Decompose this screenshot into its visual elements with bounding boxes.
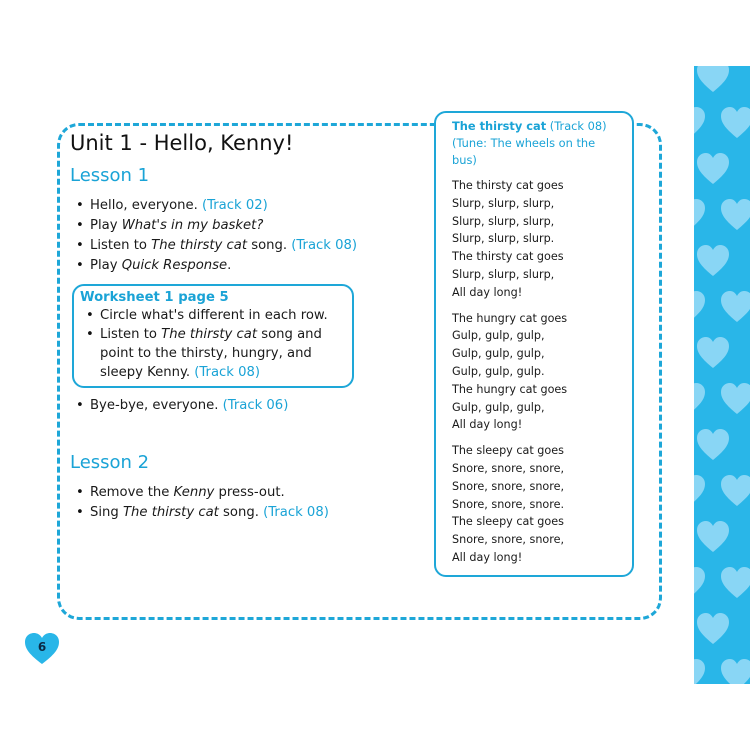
- item-text: song and point to the thirsty, hungry, and sleepy Kenny.: [100, 327, 322, 380]
- item-text: Play: [90, 258, 122, 273]
- heart-icon: [696, 152, 730, 186]
- track-reference: (Track 02): [202, 198, 268, 213]
- list-item: [74, 216, 420, 236]
- unit-title: Unit 1 - Hello, Kenny!: [70, 131, 294, 155]
- track-reference: (Track 08): [194, 365, 261, 380]
- list-item: [84, 325, 346, 382]
- heart-icon: [696, 244, 730, 278]
- song-line: The hungry cat goes: [452, 311, 568, 325]
- item-italic-text: The thirsty cat: [151, 238, 248, 253]
- list-item: [74, 396, 420, 416]
- item-text: song.: [218, 505, 264, 520]
- item-italic-text: The thirsty cat: [122, 505, 219, 520]
- song-line: Snore, snore, snore,: [452, 533, 565, 547]
- heart-icon: [694, 290, 706, 324]
- item-italic-text: What's in my basket?: [121, 218, 264, 233]
- heart-icon: [694, 106, 706, 140]
- item-text: song.: [247, 238, 292, 253]
- song-line: Slurp, slurp, slurp.: [452, 232, 555, 246]
- item-text: press-out.: [214, 485, 285, 500]
- song-stanza: [452, 177, 622, 302]
- heart-icon: [720, 566, 750, 600]
- lesson-1-closing-list: [70, 396, 420, 416]
- lesson-1-list: [70, 196, 420, 276]
- song-line: Snore, snore, snore,: [452, 461, 565, 475]
- heart-icon: [720, 106, 750, 140]
- track-reference: (Track 06): [222, 398, 289, 413]
- worksheet-title: Worksheet 1 page 5: [80, 290, 229, 305]
- heart-icon: [694, 474, 706, 508]
- worksheet-box: [72, 284, 354, 388]
- track-reference: (Track 08): [263, 505, 329, 520]
- song-line: All day long!: [452, 285, 523, 299]
- song-line: All day long!: [452, 418, 523, 432]
- song-lyrics-box: [434, 111, 634, 577]
- song-heading: [452, 118, 622, 135]
- song-line: Slurp, slurp, slurp,: [452, 267, 555, 281]
- song-line: The thirsty cat goes: [452, 179, 564, 192]
- heart-icon: [720, 290, 750, 324]
- song-stanza: [452, 442, 622, 567]
- song-line: Snore, snore, snore,: [452, 479, 565, 493]
- song-line: Slurp, slurp, slurp,: [452, 214, 555, 228]
- heart-icon: [720, 474, 750, 508]
- item-italic-text: The thirsty cat: [161, 327, 258, 342]
- song-line: The sleepy cat goes: [452, 444, 564, 458]
- item-text: .: [227, 258, 232, 273]
- heart-icon: [694, 658, 706, 684]
- song-line: The thirsty cat goes: [452, 250, 564, 264]
- worksheet-list: [80, 306, 346, 382]
- list-item: [74, 256, 420, 276]
- song-title: The thirsty cat: [452, 119, 547, 133]
- item-text: Listen to: [100, 327, 162, 342]
- item-italic-text: Quick Response: [121, 258, 228, 273]
- list-item: [74, 483, 420, 503]
- item-text: Sing: [90, 505, 123, 520]
- song-line: Slurp, slurp, slurp,: [452, 196, 555, 210]
- heart-icon: [720, 198, 750, 232]
- song-line: Gulp, gulp, gulp,: [452, 329, 545, 343]
- song-track: (Track 08): [549, 119, 607, 133]
- heart-icon: [720, 382, 750, 416]
- song-line: Gulp, gulp, gulp,: [452, 347, 545, 361]
- lesson-1-title: Lesson 1: [70, 165, 150, 186]
- heart-icon: [696, 428, 730, 462]
- track-reference: (Track 08): [291, 238, 358, 253]
- song-stanzas: [452, 177, 622, 567]
- song-tune: (Tune: The wheels on the bus): [452, 136, 596, 167]
- lesson-2-section: [70, 452, 420, 523]
- item-text: Hello, everyone.: [90, 198, 202, 213]
- heart-icon: [696, 612, 730, 646]
- item-text: Bye-bye, everyone.: [90, 398, 223, 413]
- item-text: Circle what's different in each row.: [100, 308, 328, 323]
- item-text: Listen to: [90, 238, 152, 253]
- page-number-badge: [24, 632, 60, 666]
- song-line: The hungry cat goes: [452, 382, 568, 396]
- heart-icon: [696, 336, 730, 370]
- list-item: [74, 236, 420, 256]
- heart-icon: [694, 198, 706, 232]
- song-line: All day long!: [452, 550, 523, 564]
- lesson-2-title: Lesson 2: [70, 452, 150, 473]
- item-italic-text: Kenny: [173, 485, 215, 500]
- list-item: [74, 503, 420, 523]
- heart-icon: [694, 566, 706, 600]
- song-line: Snore, snore, snore.: [452, 497, 565, 511]
- song-line: The sleepy cat goes: [452, 515, 564, 529]
- item-text: Remove the: [90, 485, 174, 500]
- song-line: Gulp, gulp, gulp.: [452, 364, 545, 378]
- heart-pattern-strip: [694, 66, 750, 684]
- heart-icon: [694, 382, 706, 416]
- heart-icon: [720, 658, 750, 684]
- lesson-2-list: [70, 483, 420, 523]
- lesson-column: [70, 131, 420, 523]
- song-line: Gulp, gulp, gulp,: [452, 400, 545, 414]
- list-item: [74, 196, 420, 216]
- page-number: 6: [37, 640, 47, 654]
- item-text: Play: [90, 218, 122, 233]
- heart-icon: [696, 520, 730, 554]
- lesson-1-section: [70, 165, 420, 416]
- list-item: [84, 306, 346, 325]
- song-stanza: [452, 310, 622, 435]
- heart-icon: [696, 66, 730, 94]
